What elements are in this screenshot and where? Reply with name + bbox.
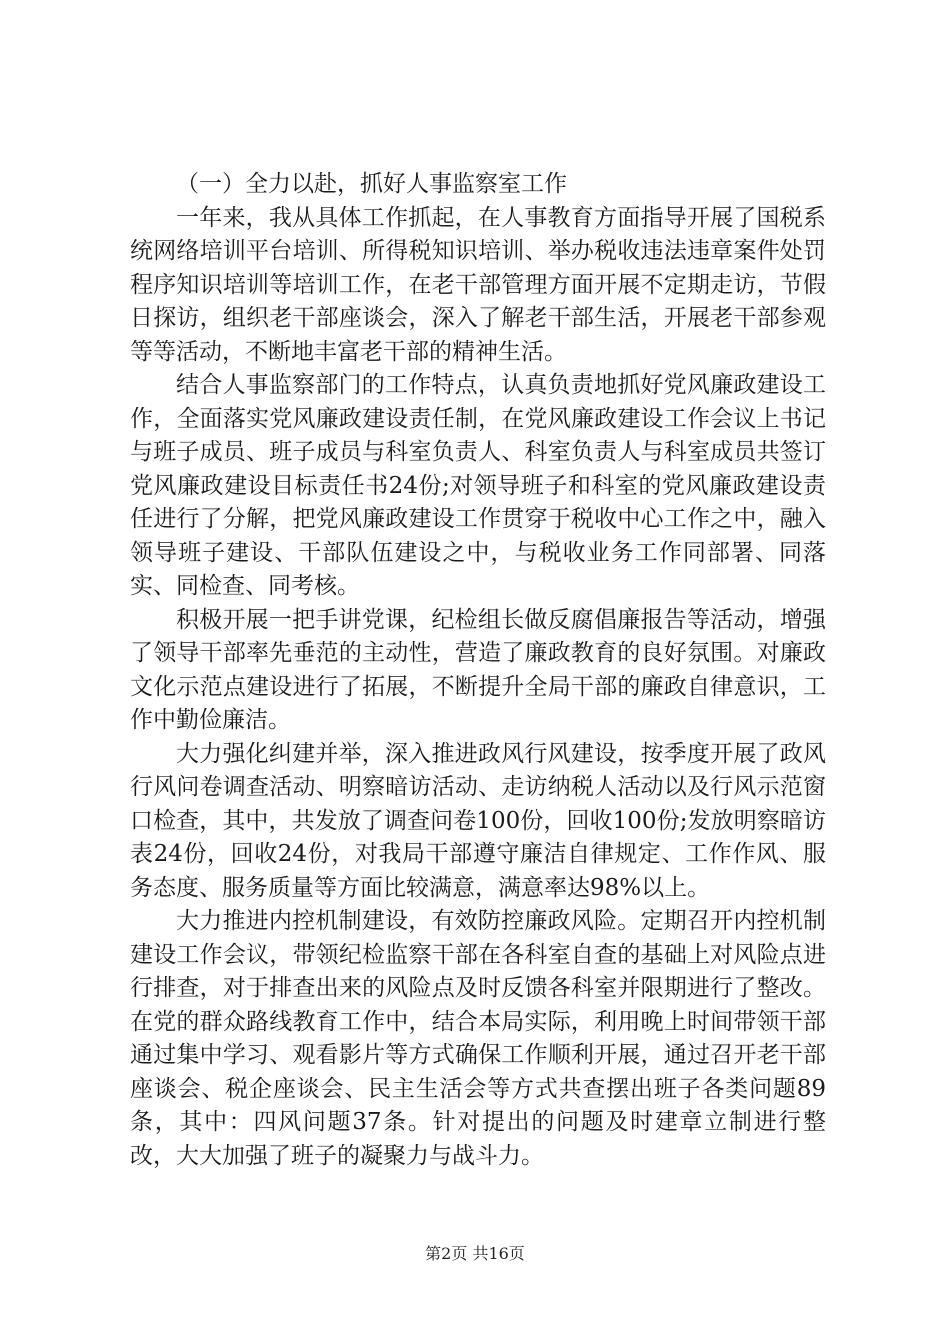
- paragraph-training: 一年来，我从具体工作抓起，在人事教育方面指导开展了国税系统网络培训平台培训、所得税知识培训、举办税收违法违章案件处罚程序知识培训等培训工作，在老干部管理方面开展不定期走访，节假日探访，组织老干部座谈会，深入了解老干部生活，开展老干部参观等等活动，不断地丰富老干部的精神生活。: [130, 204, 826, 365]
- paragraph-education: 积极开展一把手讲党课，纪检组长做反腐倡廉报告等活动，增强了领导干部率先垂范的主动性，营造了廉政教育的良好氛围。对廉政文化示范点建设进行了拓展，不断提升全局干部的廉政自律意识，工作中勤俭廉洁。: [130, 606, 826, 733]
- document-body: [130, 168, 826, 1173]
- section-heading: （一）全力以赴，抓好人事监察室工作: [176, 171, 567, 197]
- paragraph-integrity-responsibility: 结合人事监察部门的工作特点，认真负责地抓好党风廉政建设工作，全面落实党风廉政建设责任制，在党风廉政建设工作会议上书记与班子成员、班子成员与科室负责人、科室负责人与科室成员共签订党风廉政建设目标责任书24份;对领导班子和科室的党风廉政建设责任进行了分解，把党风廉政建设工作贯穿于税收中心工作之中，融入领导班子建设、干部队伍建设之中，与税收业务工作同部署、同落实、同检查、同考核。: [130, 372, 826, 599]
- paragraph-internal-control: 大力推进内控机制建设，有效防控廉政风险。定期召开内控机制建设工作会议，带领纪检监察干部在各科室自查的基础上对风险点进行排查，对于排查出来的风险点及时反馈各科室并限期进行了整改。在党的群众路线教育工作中，结合本局实际，利用晚上时间带领干部通过集中学习、观看影片等方式确保工作顺利开展，通过召开老干部座谈会、税企座谈会、民主生活会等方式共查摆出班子各类问题89条，其中：四风问题37条。针对提出的问题及时建章立制进行整改，大大加强了班子的凝聚力与战斗力。: [130, 908, 826, 1169]
- page-number-footer: 第2页 共16页: [425, 1244, 525, 1263]
- paragraph-conduct-survey: 大力强化纠建并举，深入推进政风行风建设，按季度开展了政风行风问卷调查活动、明察暗访活动、走访纳税人活动以及行风示范窗口检查，其中，共发放了调查问卷100份，回收100份;发放明察暗访表24份，回收24份，对我局干部遵守廉洁自律规定、工作作风、服务态度、服务质量等方面比较满意，满意率达98%以上。: [130, 740, 826, 901]
